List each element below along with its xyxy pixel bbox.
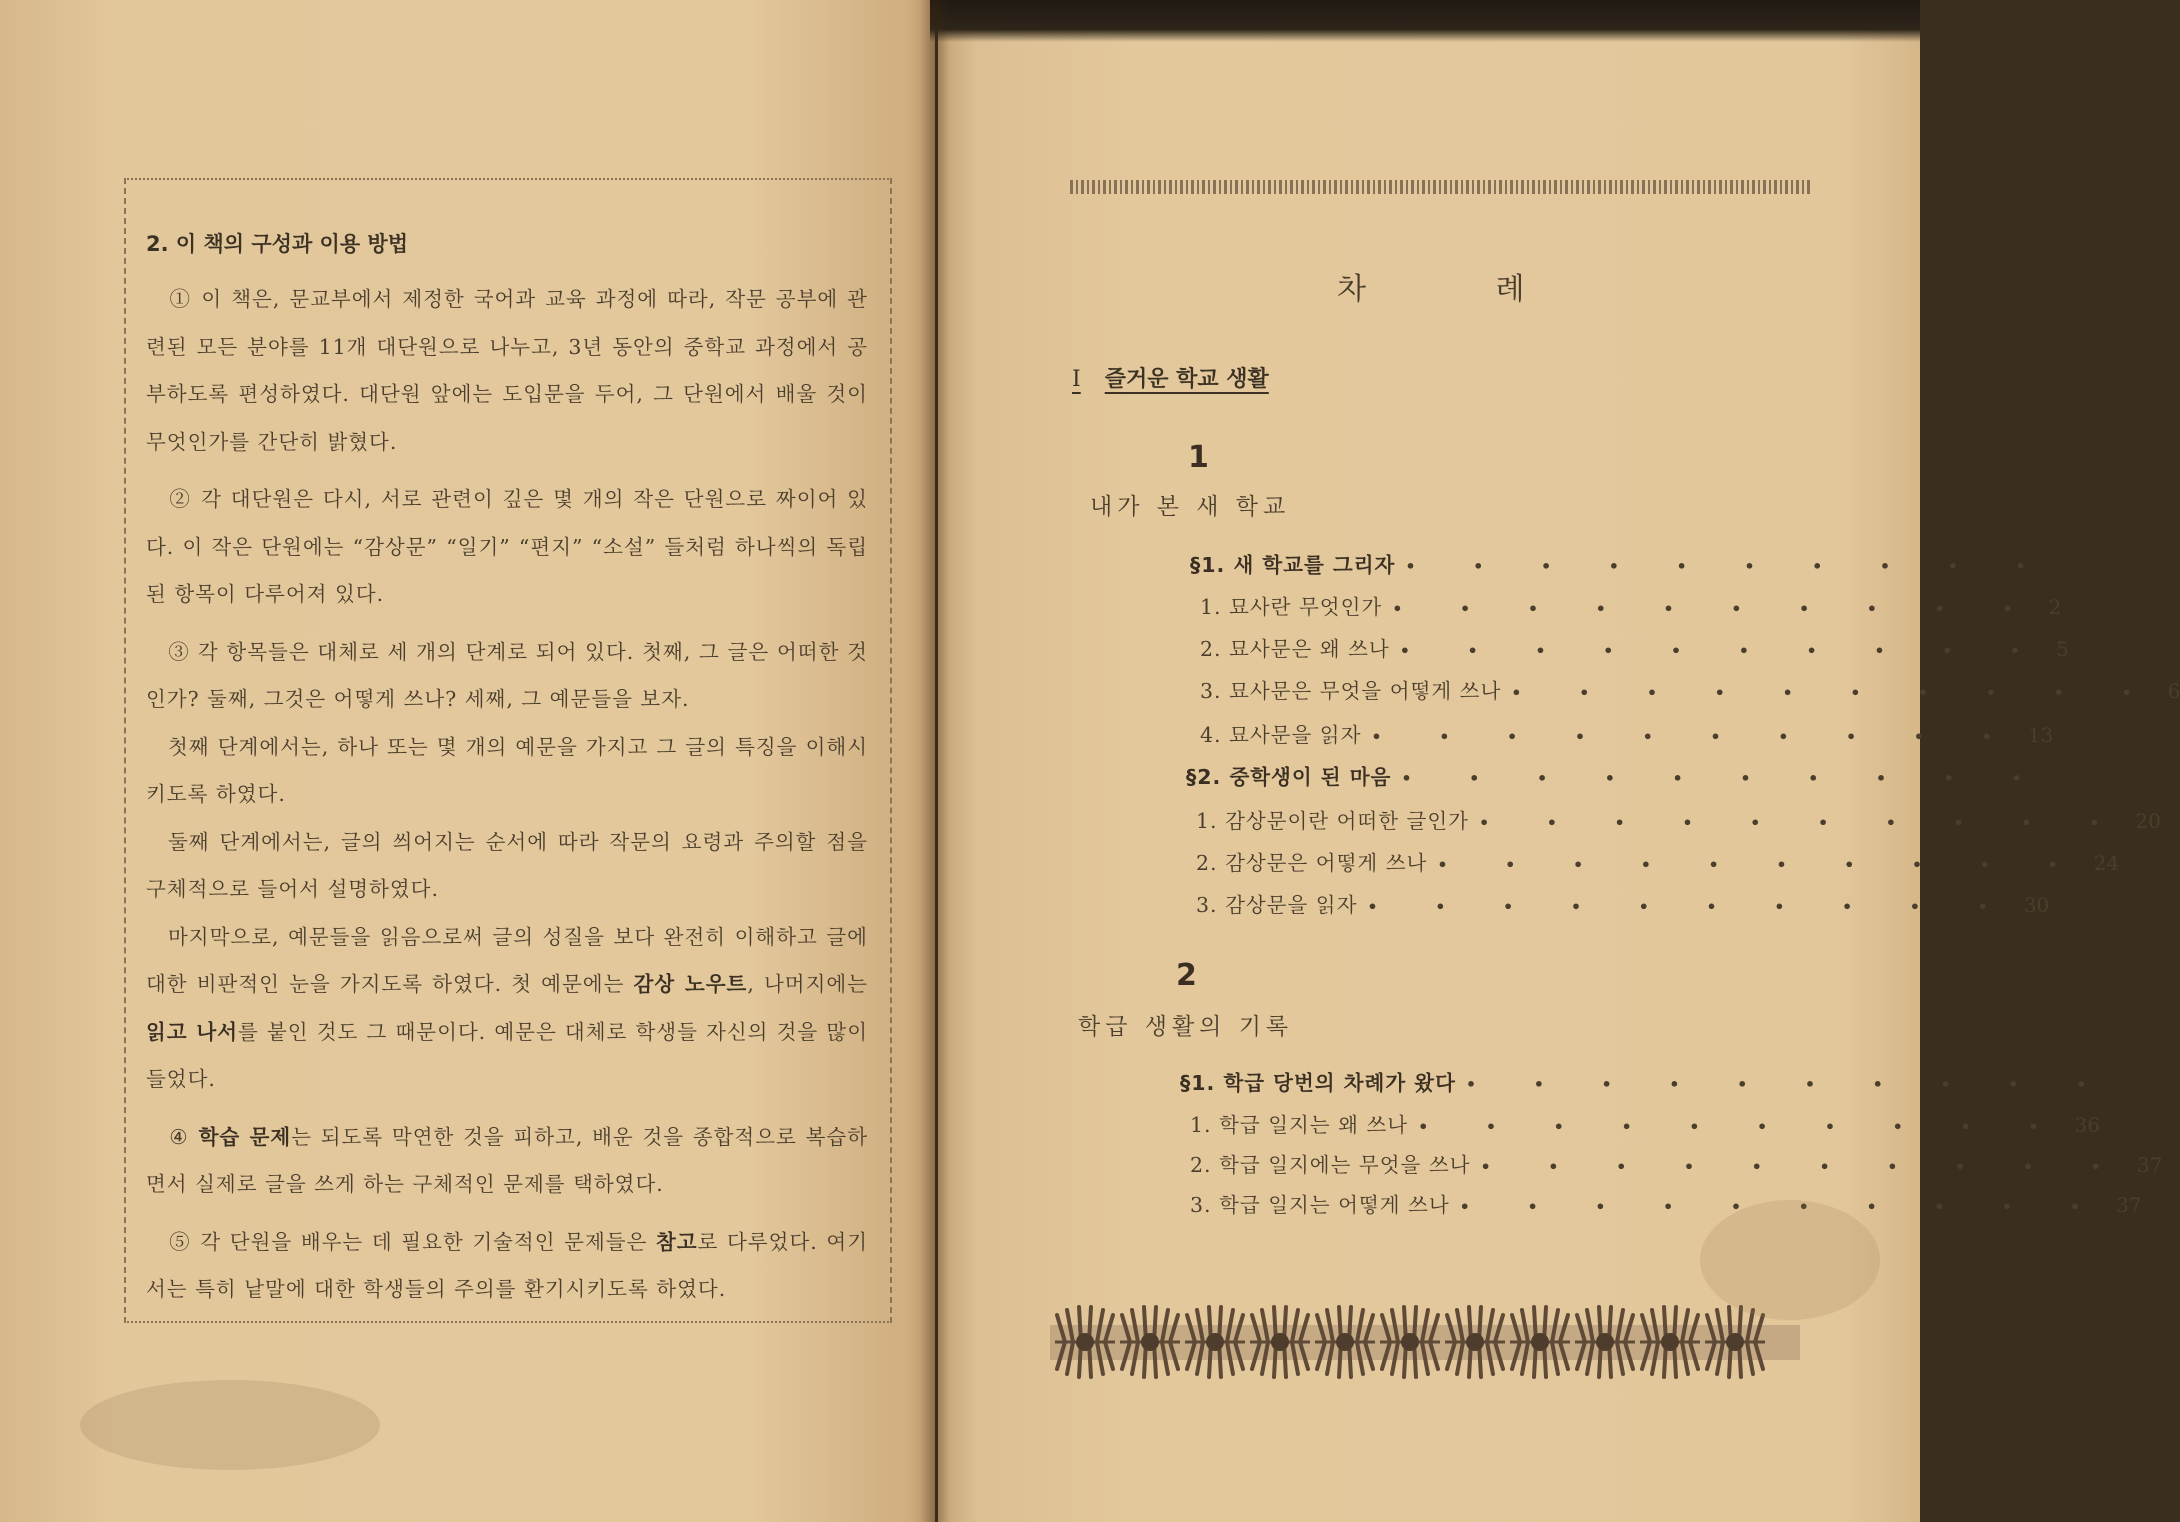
paragraph-5: 둘째 단계에서는, 글의 씌어지는 순서에 따라 작문의 요령과 주의할 점을 구체적으로 들어서 설명하였다. [146, 829, 868, 901]
paragraph-1: ① 이 책은, 문교부에서 제정한 국어과 교육 과정에 따라, 작문 공부에 관련된 모든 분야를 11개 대단원으로 나누고, 3년 동안의 중학교 과정에서 공부하도록 편성하였다. 대단원 앞에는 도입문을 두어, 그 단원에서 배울 것이 무엇인가를 간단히 밝혔다. [146, 287, 868, 454]
preface-box [124, 178, 892, 1323]
unit-number: 1 [1188, 440, 1209, 475]
paragraph-3: ③ 각 항목들은 대체로 세 개의 단계로 되어 있다. 첫째, 그 글은 어떠한 것인가? 둘째, 그것은 어떻게 쓰나? 세째, 그 예문들을 보자. [146, 639, 868, 711]
term-study-questions: 학습 문제 [198, 1124, 292, 1149]
section-title: 2. 이 책의 구성과 이용 방법 [146, 232, 409, 256]
toc-item: 1. 학급 일지는 왜 쓰나 • • • • • • • • • • 36 [1190, 1113, 2100, 1137]
toc-item: 3. 묘사문은 무엇을 어떻게 쓰나 • • • • • • • • • • 6 [1200, 679, 2180, 703]
toc-title: 차 례 [1337, 272, 1585, 307]
toc-item: 4. 묘사문을 읽자 • • • • • • • • • • 13 [1200, 723, 2054, 747]
toc-item: 1. 묘사란 무엇인가 • • • • • • • • • • 2 [1200, 595, 2062, 619]
unit-title: 학급 생활의 기록 [1078, 1014, 1294, 1040]
term-read-after: 읽고 나서 [146, 1019, 238, 1044]
paragraph-8: ⑤ 각 단원을 배우는 데 필요한 기술적인 문제들은 참고로 다루었다. 여기서는 특히 낱말에 대한 학생들의 주의를 환기시키도록 하였다. [146, 1229, 869, 1301]
toc-item: 2. 감상문은 어떻게 쓰나 • • • • • • • • • • 24 [1196, 851, 2120, 875]
unit-number: 2 [1176, 958, 1197, 993]
paper-stain [80, 1380, 380, 1470]
toc-section: §1. 새 학교를 그리자 • • • • • • • • • • 2 [1190, 553, 2075, 577]
leaf-ornament-icon [1050, 1295, 1800, 1390]
paper-stain [1700, 1200, 1880, 1320]
part-heading: I 즐거운 학교 생활 [1072, 367, 1269, 392]
term-reference: 참고 [656, 1229, 698, 1254]
paragraph-4: 첫째 단계에서는, 하나 또는 몇 개의 예문을 가지고 그 글의 특징을 이해시키도록 하였다. [146, 734, 868, 806]
book-spine-edge [930, 0, 1920, 42]
paragraph-7: ④ 학습 문제는 되도록 막연한 것을 피하고, 배운 것을 종합적으로 복습하면서 실제로 글을 쓰게 하는 구체적인 문제를 택하였다. [146, 1124, 868, 1196]
toc-item: 2. 학급 일지에는 무엇을 쓰나 • • • • • • • • • • 37 [1190, 1153, 2163, 1177]
toc-item: 3. 학급 일지는 어떻게 쓰나 • • • • • • • • • • 37 [1190, 1193, 2142, 1217]
paragraph-6: 마지막으로, 예문들을 읽음으로써 글의 성질을 보다 완전히 이해하고 글에 대한 비판적인 눈을 가지도록 하였다. 첫 예문에는 감상 노우트, 나머지에는 읽고 나서를 붙인 것도 그 때문이다. 예문은 대체로 학생들 자신의 것을 많이 들었다. [146, 924, 868, 1091]
decorative-rule [1070, 180, 1810, 194]
paragraph-2: ② 각 대단원은 다시, 서로 관련이 깊은 몇 개의 작은 단원으로 짜이어 있다. 이 작은 단원에는 “감상문” “일기” “편지” “소설” 들처럼 하나씩의 독립된 항목이 다루어져 있다. [146, 487, 868, 606]
toc-section: §2. 중학생이 된 마음 • • • • • • • • • • 20 [1186, 765, 2084, 789]
toc-item: 1. 감상문이란 어떠한 글인가 • • • • • • • • • • 20 [1196, 809, 2161, 833]
toc-item: 3. 감상문을 읽자 • • • • • • • • • • 30 [1196, 893, 2050, 917]
term-gamsang-note: 감상 노우트 [633, 972, 748, 996]
unit-title: 내가 본 새 학교 [1090, 494, 1291, 520]
toc-section: §1. 학급 당번의 차례가 왔다 • • • • • • • • • • 36 [1180, 1071, 2148, 1095]
toc-item: 2. 묘사문은 왜 쓰나 • • • • • • • • • • 5 [1200, 637, 2069, 661]
book-gutter [920, 0, 950, 1522]
